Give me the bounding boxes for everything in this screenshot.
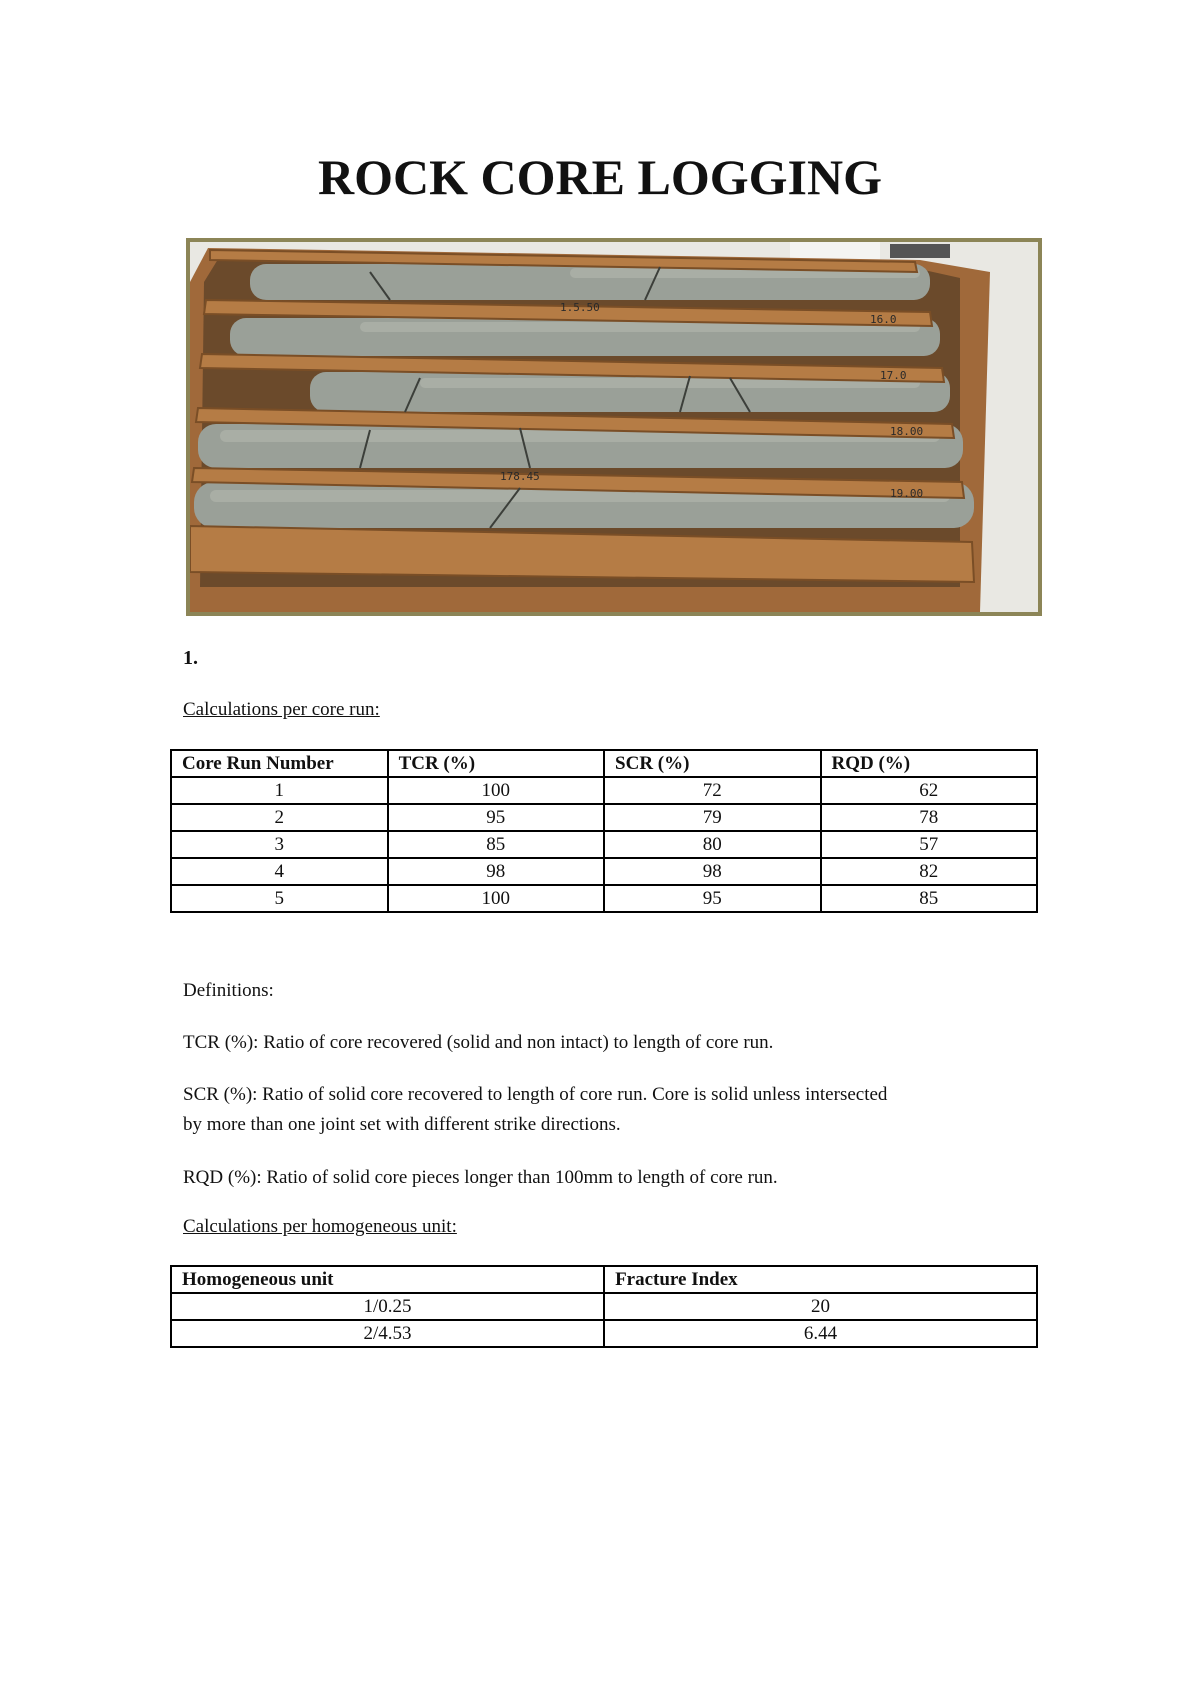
table-cell: 20 — [604, 1293, 1037, 1320]
table-row — [171, 804, 1037, 831]
table-cell: 3 — [171, 831, 388, 858]
rqd-definition: RQD (%): Ratio of solid core pieces longer than 100mm to length of core run. — [183, 1167, 778, 1188]
table-cell: 95 — [388, 804, 604, 831]
column-header: TCR (%) — [388, 750, 604, 777]
table-cell: 57 — [821, 831, 1038, 858]
table-row — [171, 858, 1037, 885]
table-cell: 5 — [171, 885, 388, 912]
depth-mark: 18.00 — [890, 425, 924, 438]
column-header: Core Run Number — [171, 750, 388, 777]
core-run-table — [170, 749, 1038, 913]
table-row — [171, 777, 1037, 804]
table-row — [171, 831, 1037, 858]
table-cell: 62 — [821, 777, 1038, 804]
table-cell: 80 — [604, 831, 820, 858]
core-run-heading: Calculations per core run: — [183, 699, 380, 720]
depth-mark: 16.0 — [870, 313, 897, 326]
depth-mark: 1.5.50 — [560, 301, 600, 314]
homogeneous-unit-table — [170, 1265, 1038, 1348]
table-row — [171, 885, 1037, 912]
depth-mark: 19.00 — [890, 487, 924, 500]
table-cell: 85 — [821, 885, 1038, 912]
table-cell: 72 — [604, 777, 820, 804]
table-header-row — [171, 1266, 1037, 1293]
section-number: 1. — [183, 647, 198, 669]
table-cell: 100 — [388, 885, 604, 912]
table-cell: 1 — [171, 777, 388, 804]
column-header: Homogeneous unit — [171, 1266, 604, 1293]
definitions-heading: Definitions: — [183, 980, 274, 1001]
table-cell: 98 — [388, 858, 604, 885]
tcr-definition: TCR (%): Ratio of core recovered (solid and non intact) to length of core run. — [183, 1032, 774, 1053]
table-cell: 85 — [388, 831, 604, 858]
table-cell: 6.44 — [604, 1320, 1037, 1347]
column-header: RQD (%) — [821, 750, 1038, 777]
scr-definition-line-1: SCR (%): Ratio of solid core recovered to length of core run. Core is solid unless intersected — [183, 1084, 888, 1105]
table-cell: 2 — [171, 804, 388, 831]
core-box-photo — [186, 238, 1042, 616]
table-row — [171, 1320, 1037, 1347]
column-header: SCR (%) — [604, 750, 820, 777]
table-row — [171, 1293, 1037, 1320]
column-header: Fracture Index — [604, 1266, 1037, 1293]
depth-mark: 17.0 — [880, 369, 907, 382]
table-cell: 78 — [821, 804, 1038, 831]
scr-definition-line-2: by more than one joint set with different strike directions. — [183, 1114, 621, 1135]
table-cell: 95 — [604, 885, 820, 912]
depth-mark: 178.45 — [500, 470, 540, 483]
table-cell: 79 — [604, 804, 820, 831]
table-cell: 98 — [604, 858, 820, 885]
homogeneous-heading: Calculations per homogeneous unit: — [183, 1216, 457, 1237]
page-title: ROCK CORE LOGGING — [318, 149, 882, 205]
table-cell: 4 — [171, 858, 388, 885]
table-cell: 82 — [821, 858, 1038, 885]
table-cell: 1/0.25 — [171, 1293, 604, 1320]
table-cell: 100 — [388, 777, 604, 804]
table-cell: 2/4.53 — [171, 1320, 604, 1347]
table-header-row — [171, 750, 1037, 777]
